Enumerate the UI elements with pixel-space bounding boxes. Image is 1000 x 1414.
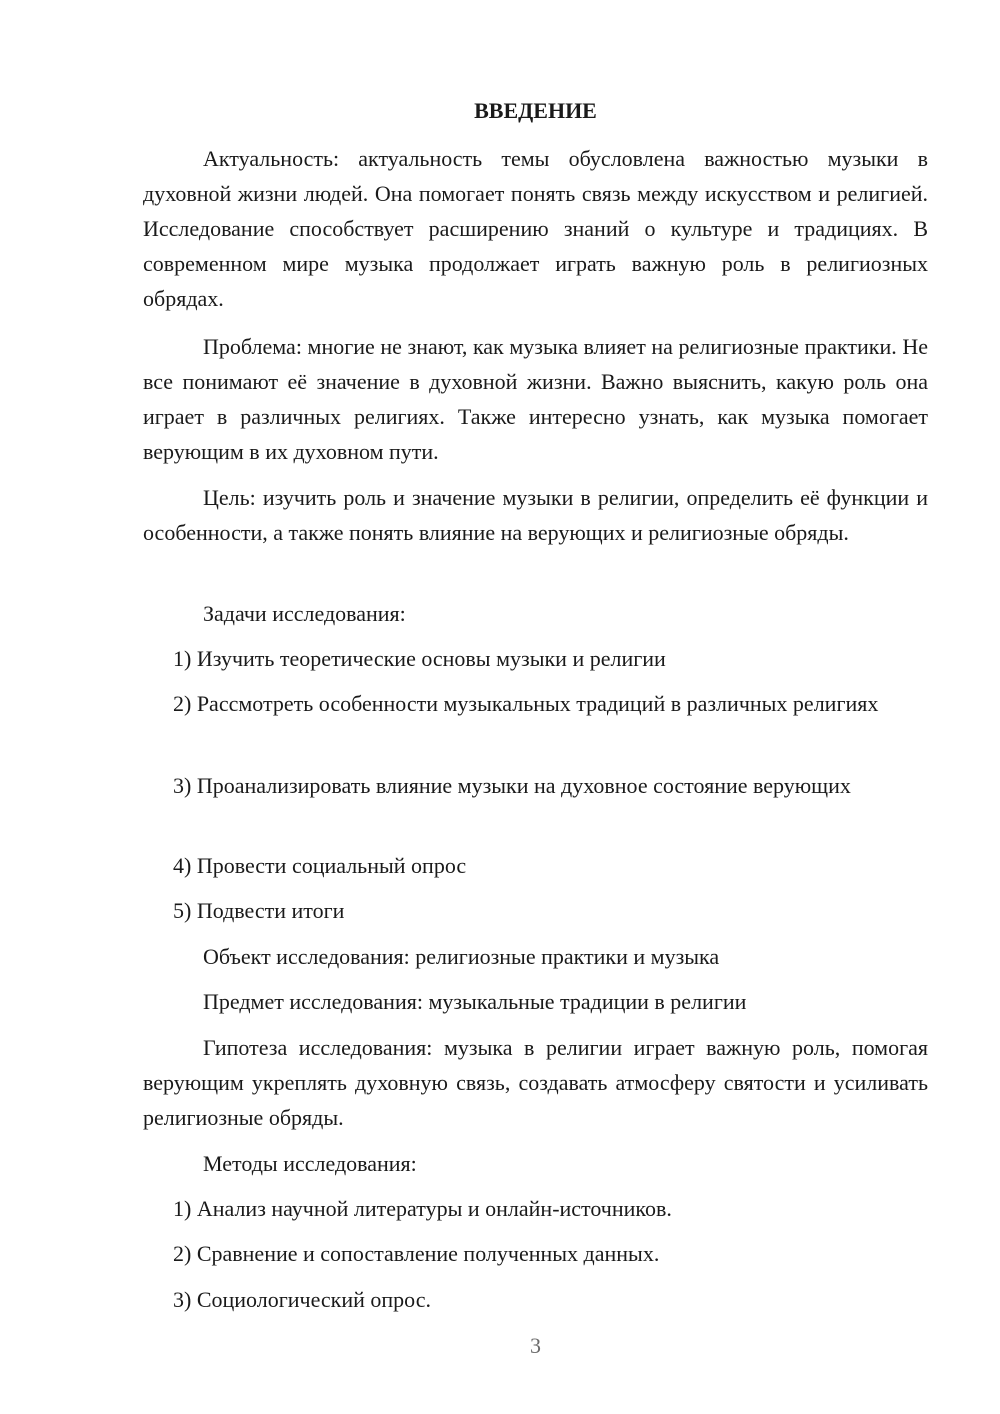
methods-heading: Методы исследования: <box>203 1151 417 1176</box>
subject-paragraph: Предмет исследования: музыкальные традиции в религии <box>203 989 747 1014</box>
task-item-2: 2) Рассмотреть особенности музыкальных традиций в различных религиях <box>173 691 879 716</box>
hypothesis-paragraph: Гипотеза исследования: музыка в религии играет важную роль, помогая верующим укреплять духовную связь, создавать атмосферу святости и усиливать религиозные обряды. <box>143 1035 928 1130</box>
tasks-heading: Задачи исследования: <box>203 601 406 626</box>
page-number: 3 <box>530 1333 541 1358</box>
section-title: ВВЕДЕНИЕ <box>474 98 597 123</box>
task-item-3: 3) Проанализировать влияние музыки на духовное состояние верующих <box>173 773 851 798</box>
task-item-4: 4) Провести социальный опрос <box>173 853 467 878</box>
goal-paragraph: Цель: изучить роль и значение музыки в религии, определить её функции и особенности, а также понять влияние на верующих и религиозные обряды. <box>143 485 928 545</box>
relevance-paragraph: Актуальность: актуальность темы обусловлена важностью музыки в духовной жизни людей. Она помогает понять связь между искусством и религией. Исследование способствует расширению знаний о культуре и традициях. В современном мире музыка продолжает играть важную роль в религиозных обрядах. <box>143 146 928 311</box>
task-item-1: 1) Изучить теоретические основы музыки и религии <box>173 646 666 671</box>
task-item-5: 5) Подвести итоги <box>173 898 345 923</box>
method-item-2: 2) Сравнение и сопоставление полученных данных. <box>173 1241 660 1266</box>
method-item-1: 1) Анализ научной литературы и онлайн-источников. <box>173 1196 672 1221</box>
method-item-3: 3) Социологический опрос. <box>173 1287 431 1312</box>
object-paragraph: Объект исследования: религиозные практики и музыка <box>203 944 720 969</box>
problem-paragraph: Проблема: многие не знают, как музыка влияет на религиозные практики. Не все понимают её значение в духовной жизни. Важно выяснить, какую роль она играет в различных религиях. Также интересно узнать, как музыка помогает верующим в их духовном пути. <box>143 334 928 464</box>
